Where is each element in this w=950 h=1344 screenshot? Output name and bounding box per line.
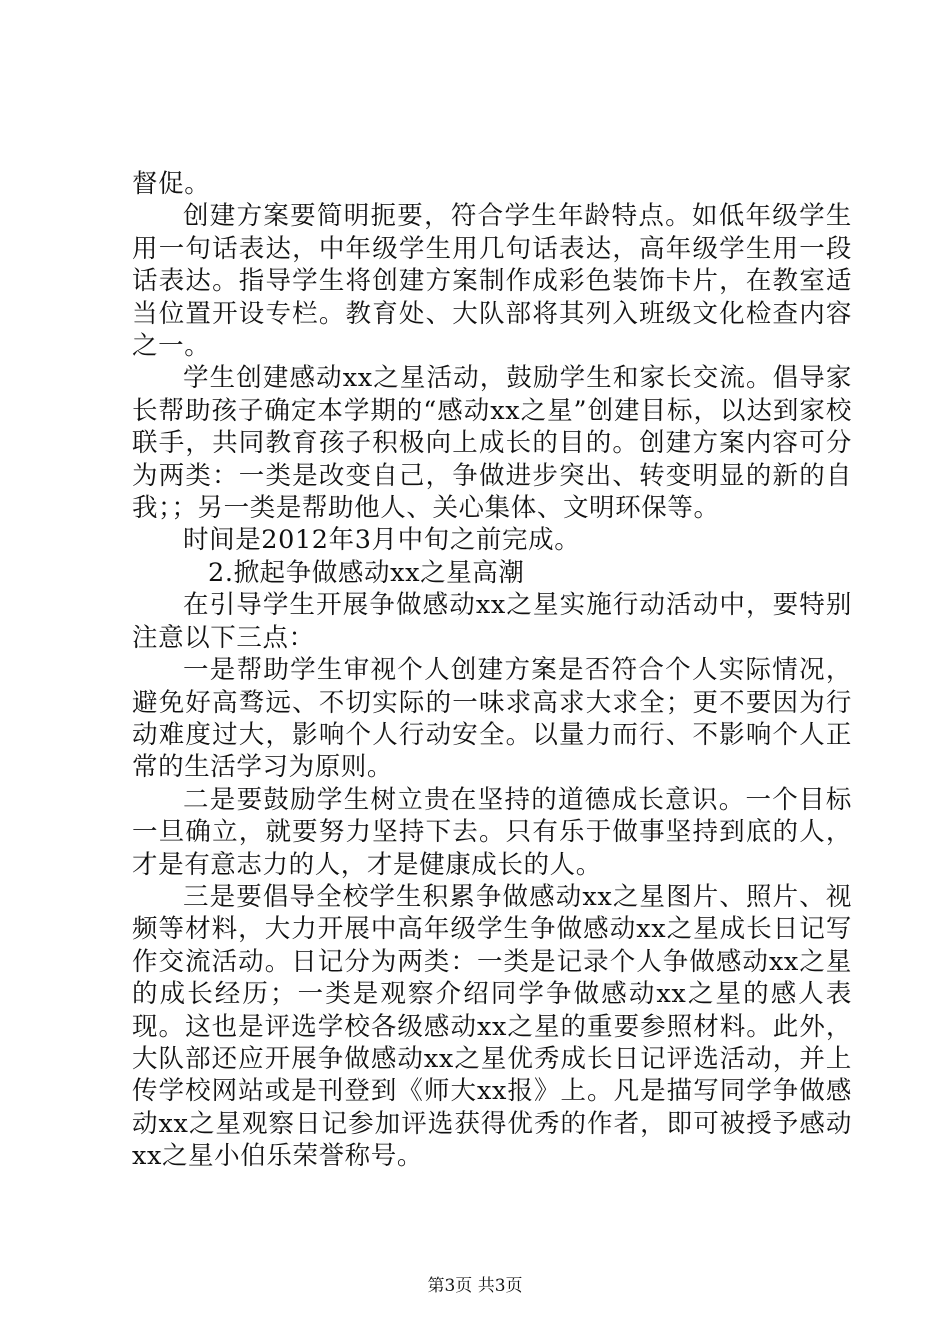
paragraph-continuation: 督促。 [132,169,211,199]
paragraph-point-three: 三是要倡导全校学生积累争做感动xx之星图片、照片、视频等材料，大力开展中高年级学生争做感动xx之星成长日记写作交流活动。日记分为两类：一类是记录个人争做感动xx之星的成长经历；一类是观察介绍同学争做感动xx之星的感人表现。这也是评选学校各级感动xx之星的重要参照材料。此外，大队部还应开展争做感动xx之星优秀成长日记评选活动，并上传学校网站或是刊登到《师大xx报》上。凡是描写同学争做感动xx之星观察日记参加评选获得优秀的作者，即可被授予感动xx之星小伯乐荣誉称号。 [132,881,852,1172]
paragraph-intro-points: 在引导学生开展争做感动xx之星实施行动活动中，要特别注意以下三点： [132,590,852,653]
document-body [132,168,852,1173]
page-footer: 第3页 共3页 [427,1276,523,1296]
section-heading: 2.掀起争做感动xx之星高潮 [208,557,525,588]
paragraph-deadline: 时间是2012年3月中旬之前完成。 [183,525,581,556]
paragraph-plan-requirements: 创建方案要简明扼要，符合学生年龄特点。如低年级学生用一句话表达，中年级学生用几句话表达，高年级学生用一段话表达。指导学生将创建方案制作成彩色装饰卡片，在教室适当位置开设专栏。教育处、大队部将其列入班级文化检查内容之一。 [132,201,852,362]
paragraph-point-one: 一是帮助学生审视个人创建方案是否符合个人实际情况，避免好高骛远、不切实际的一味求高求大求全；更不要因为行动难度过大，影响个人行动安全。以量力而行、不影响个人正常的生活学习为原则。 [132,655,852,783]
paragraph-point-two: 二是要鼓励学生树立贵在坚持的道德成长意识。一个目标一旦确立，就要努力坚持下去。只有乐于做事坚持到底的人，才是有意志力的人，才是健康成长的人。 [132,784,852,880]
paragraph-parent-communication: 学生创建感动xx之星活动，鼓励学生和家长交流。倡导家长帮助孩子确定本学期的“感动xx之星”创建目标，以达到家校联手，共同教育孩子积极向上成长的目的。创建方案内容可分为两类：一类是改变自己，争做进步突出、转变明显的新的自我；；另一类是帮助他人、关心集体、文明环保等。 [132,363,852,524]
